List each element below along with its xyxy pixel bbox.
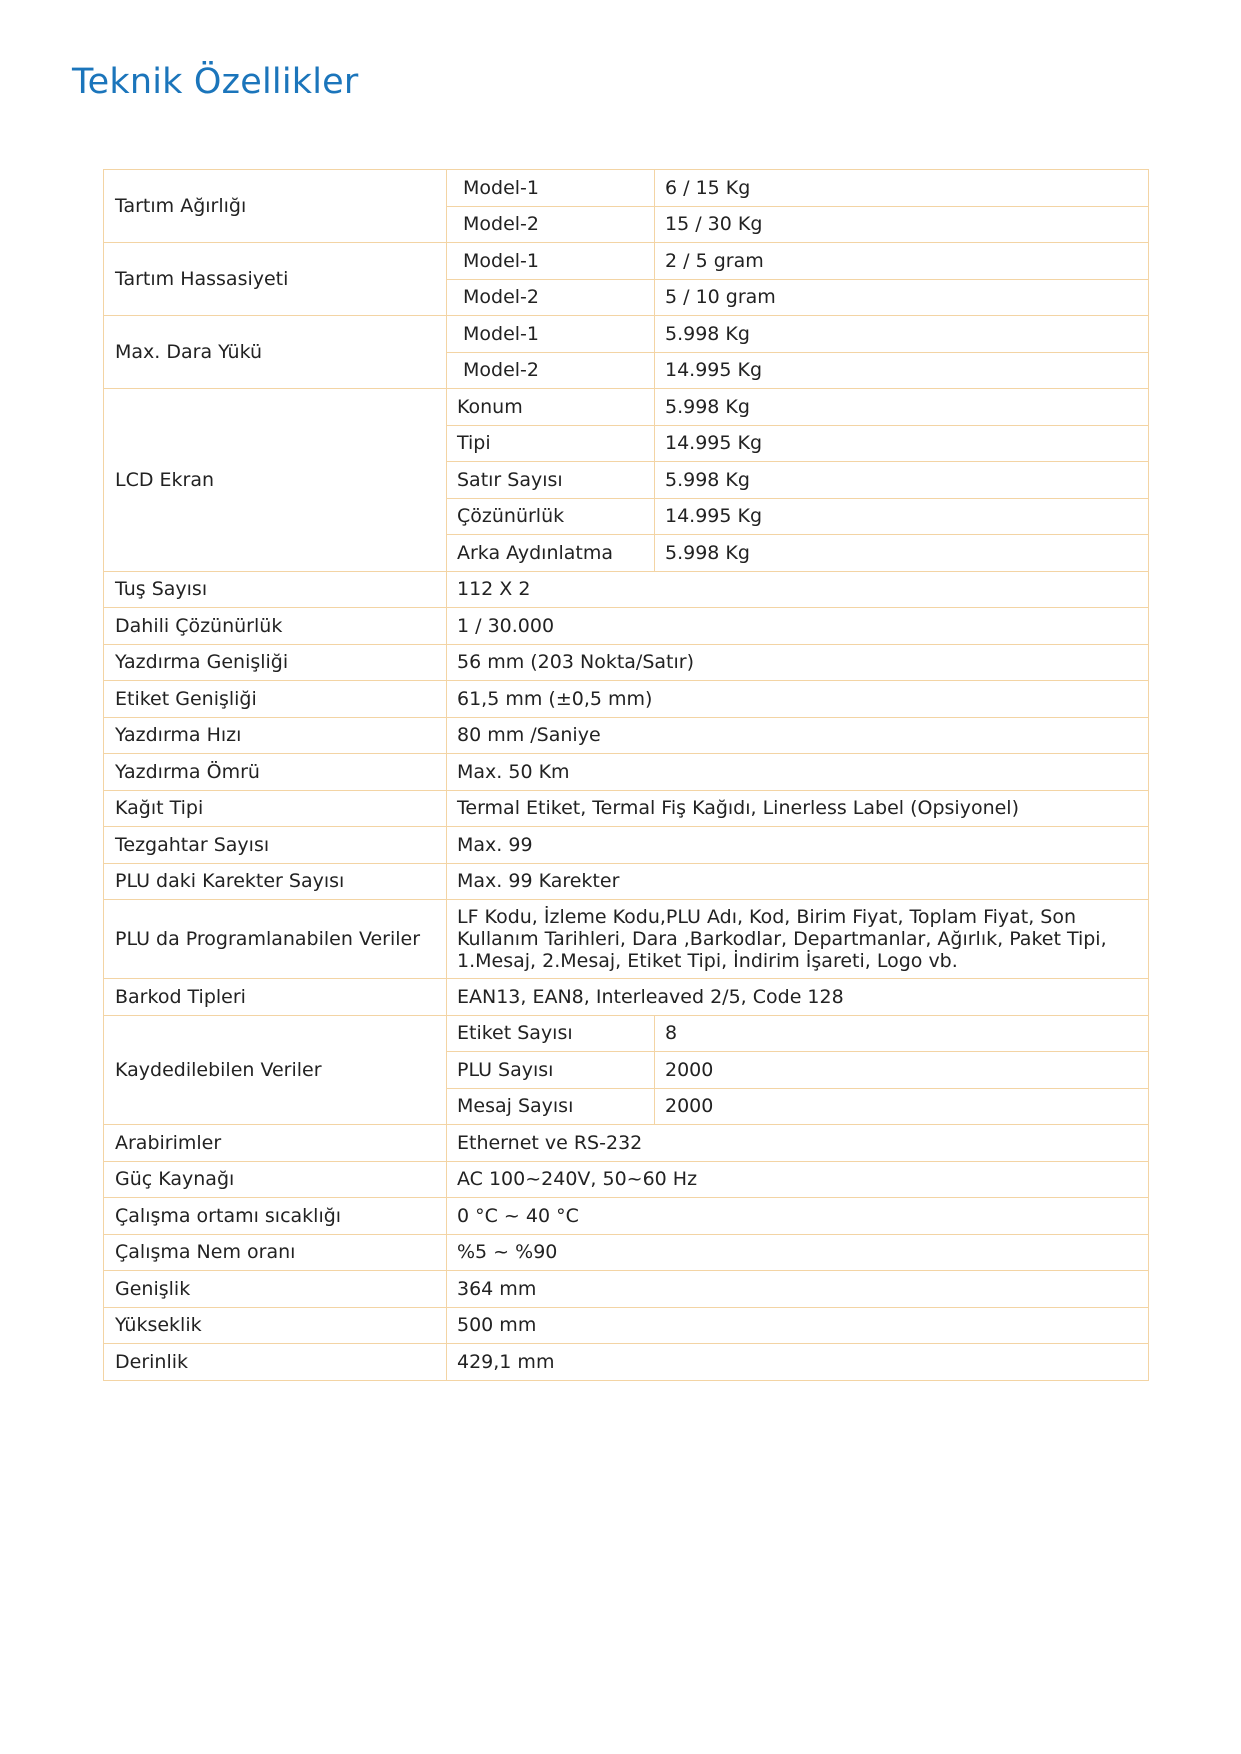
spec-label: Yükseklik (104, 1307, 447, 1344)
spec-value: 6 / 15 Kg (655, 170, 1149, 207)
spec-sublabel: Etiket Sayısı (447, 1015, 655, 1052)
spec-value: 5.998 Kg (655, 535, 1149, 572)
spec-sublabel: Çözünürlük (447, 498, 655, 535)
spec-value: Termal Etiket, Termal Fiş Kağıdı, Linerless Label (Opsiyonel) (447, 790, 1149, 827)
spec-sublabel: Model-1 (447, 243, 655, 280)
spec-label: Dahili Çözünürlük (104, 608, 447, 645)
spec-label: Barkod Tipleri (104, 979, 447, 1016)
spec-value: 112 X 2 (447, 571, 1149, 608)
table-row (104, 1161, 1149, 1198)
spec-sublabel: Konum (447, 389, 655, 426)
spec-value: 5.998 Kg (655, 316, 1149, 353)
spec-value: 5.998 Kg (655, 462, 1149, 499)
spec-value: AC 100~240V, 50~60 Hz (447, 1161, 1149, 1198)
spec-value: 2 / 5 gram (655, 243, 1149, 280)
spec-value: 14.995 Kg (655, 352, 1149, 389)
spec-label: Çalışma Nem oranı (104, 1234, 447, 1271)
spec-sublabel: Tipi (447, 425, 655, 462)
table-row (104, 979, 1149, 1016)
spec-value: 5 / 10 gram (655, 279, 1149, 316)
spec-value: 2000 (655, 1088, 1149, 1125)
table-row (104, 644, 1149, 681)
spec-label: Genişlik (104, 1271, 447, 1308)
table-row (104, 900, 1149, 979)
table-row (104, 827, 1149, 864)
spec-label: Etiket Genişliği (104, 681, 447, 718)
spec-sublabel: Model-1 (447, 170, 655, 207)
spec-label: Güç Kaynağı (104, 1161, 447, 1198)
spec-value: 2000 (655, 1052, 1149, 1089)
spec-label: Yazdırma Hızı (104, 717, 447, 754)
spec-label: Tezgahtar Sayısı (104, 827, 447, 864)
spec-value: Max. 50 Km (447, 754, 1149, 791)
table-row (104, 1198, 1149, 1235)
table-row (104, 1234, 1149, 1271)
table-row (104, 754, 1149, 791)
table-row (104, 863, 1149, 900)
spec-label: PLU da Programlanabilen Veriler (104, 900, 447, 979)
spec-label: Tuş Sayısı (104, 571, 447, 608)
table-row (104, 790, 1149, 827)
spec-label: LCD Ekran (104, 389, 447, 572)
spec-label: Max. Dara Yükü (104, 316, 447, 389)
spec-value: Max. 99 (447, 827, 1149, 864)
spec-value: %5 ~ %90 (447, 1234, 1149, 1271)
spec-value: 429,1 mm (447, 1344, 1149, 1381)
spec-value: 14.995 Kg (655, 425, 1149, 462)
spec-value: 8 (655, 1015, 1149, 1052)
spec-value: 61,5 mm (±0,5 mm) (447, 681, 1149, 718)
spec-value: Ethernet ve RS-232 (447, 1125, 1149, 1162)
spec-label: Arabirimler (104, 1125, 447, 1162)
table-row (104, 316, 1149, 353)
page-title: Teknik Özellikler (72, 62, 359, 102)
table-row (104, 389, 1149, 426)
table-row (104, 1344, 1149, 1381)
table-row (104, 1271, 1149, 1308)
spec-sublabel: Model-2 (447, 352, 655, 389)
spec-sublabel: Model-1 (447, 316, 655, 353)
spec-value: 15 / 30 Kg (655, 206, 1149, 243)
spec-value: 1 / 30.000 (447, 608, 1149, 645)
spec-value: 5.998 Kg (655, 389, 1149, 426)
spec-label: Kaydedilebilen Veriler (104, 1015, 447, 1125)
spec-sublabel: Satır Sayısı (447, 462, 655, 499)
spec-label: Tartım Hassasiyeti (104, 243, 447, 316)
table-row (104, 571, 1149, 608)
spec-sublabel: Model-2 (447, 206, 655, 243)
spec-value: 364 mm (447, 1271, 1149, 1308)
table-row (104, 1125, 1149, 1162)
spec-label: Derinlik (104, 1344, 447, 1381)
spec-value: 0 °C ~ 40 °C (447, 1198, 1149, 1235)
spec-label: PLU daki Karekter Sayısı (104, 863, 447, 900)
table-row (104, 243, 1149, 280)
spec-label: Kağıt Tipi (104, 790, 447, 827)
spec-value: EAN13, EAN8, Interleaved 2/5, Code 128 (447, 979, 1149, 1016)
spec-label: Yazdırma Genişliği (104, 644, 447, 681)
spec-value: 56 mm (203 Nokta/Satır) (447, 644, 1149, 681)
spec-label: Çalışma ortamı sıcaklığı (104, 1198, 447, 1235)
table-row (104, 1307, 1149, 1344)
spec-sublabel: Mesaj Sayısı (447, 1088, 655, 1125)
spec-value: 500 mm (447, 1307, 1149, 1344)
spec-value: 14.995 Kg (655, 498, 1149, 535)
spec-label: Tartım Ağırlığı (104, 170, 447, 243)
table-row (104, 608, 1149, 645)
spec-value: 80 mm /Saniye (447, 717, 1149, 754)
spec-sublabel: PLU Sayısı (447, 1052, 655, 1089)
spec-sublabel: Arka Aydınlatma (447, 535, 655, 572)
table-row (104, 681, 1149, 718)
table-row (104, 170, 1149, 207)
table-row (104, 1015, 1149, 1052)
table-row (104, 717, 1149, 754)
spec-table (103, 169, 1149, 1381)
spec-value: Max. 99 Karekter (447, 863, 1149, 900)
spec-sublabel: Model-2 (447, 279, 655, 316)
spec-label: Yazdırma Ömrü (104, 754, 447, 791)
spec-value: LF Kodu, İzleme Kodu,PLU Adı, Kod, Birim Fiyat, Toplam Fiyat, Son Kullanım Tarihleri, Dara ,Barkodlar, Departmanlar, Ağırlık, Paket Tipi, 1.Mesaj, 2.Mesaj, Etiket Tipi, İndirim İşareti, Logo vb. (447, 900, 1149, 979)
